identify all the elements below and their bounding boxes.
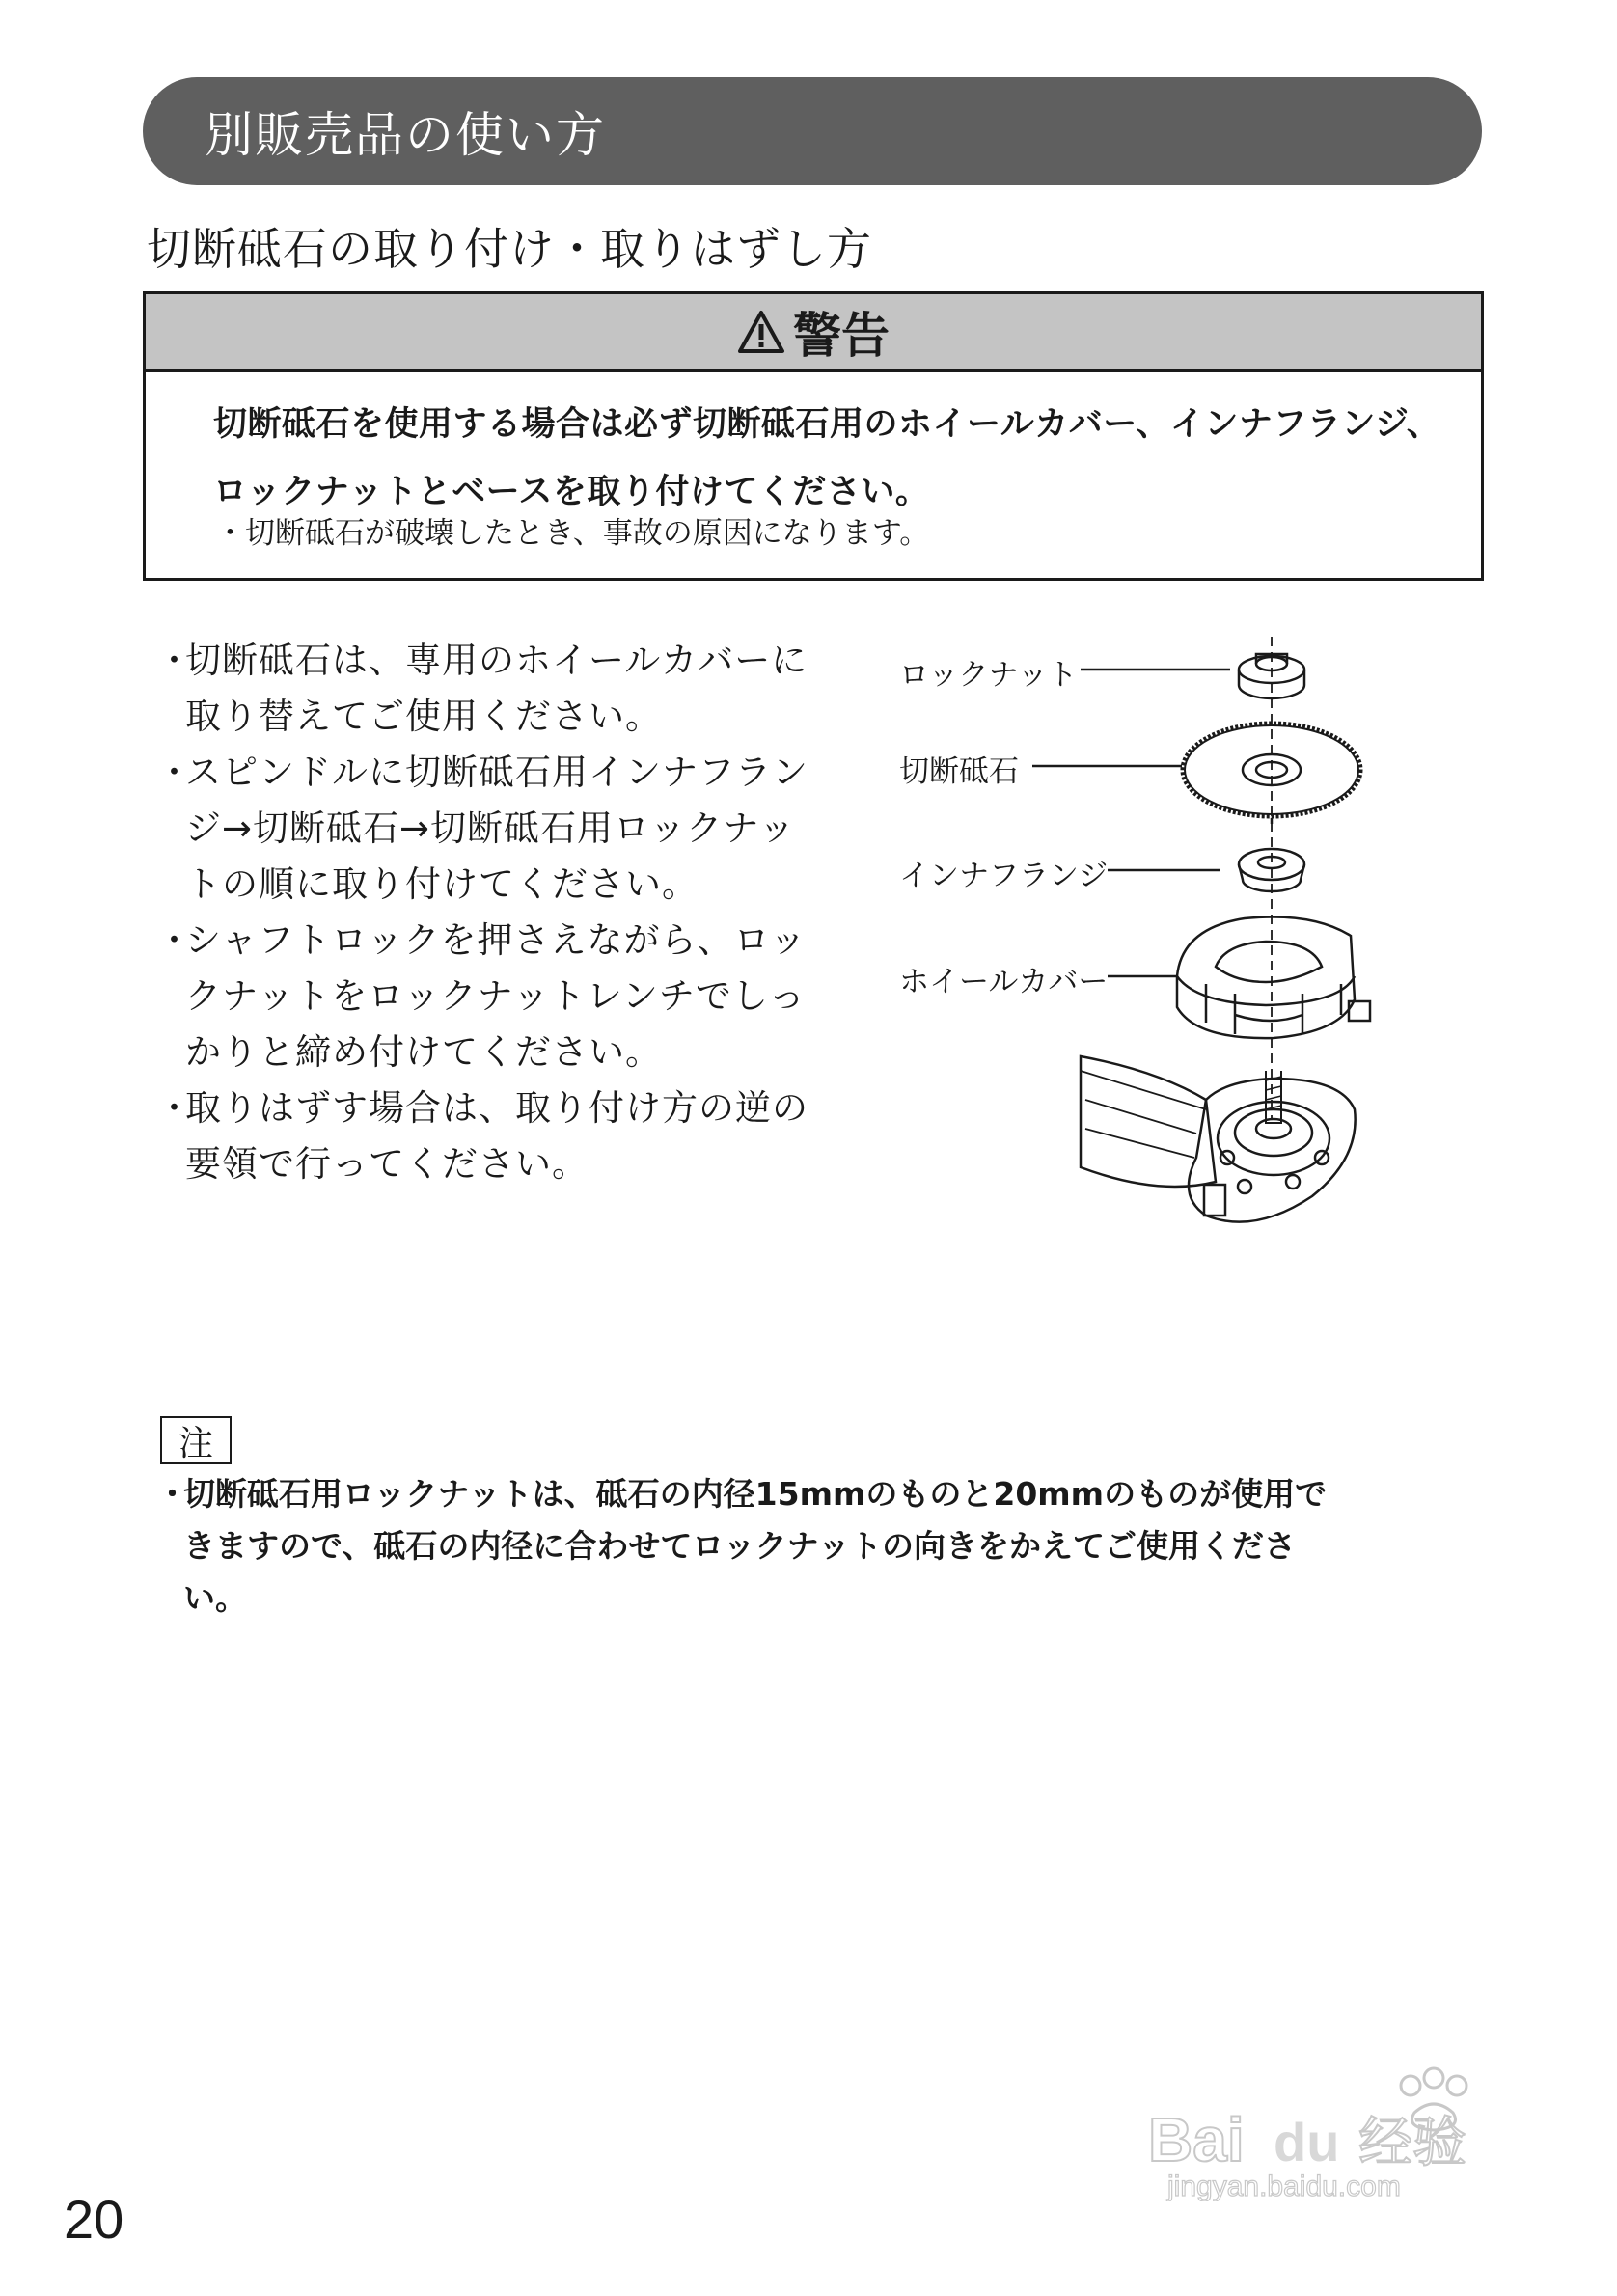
label-cutting-wheel: 切断砥石: [899, 747, 1019, 790]
warning-line-1: 切断砥石を使用する場合は必ず切断砥石用のホイールカバー、インナフランジ、: [213, 405, 1441, 444]
step-text: スピンドルに切断砥石用インナフランジ→切断砥石→切断砥石用ロックナットの順に取り付けてください。: [185, 752, 808, 905]
note-body: 切断砥石用ロックナットは、砥石の内径15mmのものと20mmのものが使用できますので、砥石の内径に合わせてロックナットの向きをかえてご使用ください。: [183, 1475, 1328, 1617]
section-title: 別販売品の使い方: [205, 107, 606, 163]
assembly-illustration: [888, 617, 1389, 1273]
assembly-diagram: [888, 617, 1389, 1273]
warning-title: 警告: [793, 308, 890, 364]
list-item: [156, 745, 822, 913]
warning-triangle-icon: [737, 310, 785, 354]
note-badge: 注: [160, 1416, 232, 1464]
steps-list: [156, 633, 822, 1192]
warning-box: [143, 291, 1484, 581]
list-item: [156, 1080, 822, 1192]
bullet: ・: [156, 1087, 193, 1129]
bullet: ・: [156, 752, 193, 793]
step-text: 切断砥石は、専用のホイールカバーに取り替えてご使用ください。: [185, 640, 808, 737]
label-inner-flange: インナフランジ: [899, 851, 1108, 894]
warning-main-text: [213, 391, 1467, 526]
page-number: 20: [64, 2189, 124, 2250]
watermark-brand-cn: 经验: [1358, 2112, 1466, 2174]
warning-sub-text: ・切断砥石が破壊したとき、事故の原因になります。: [215, 516, 930, 551]
warning-line-2: ロックナットとベースを取り付けてください。: [213, 473, 930, 511]
step-text: 取りはずす場合は、取り付け方の逆の要領で行ってください。: [185, 1087, 808, 1185]
bullet: ・: [156, 1475, 188, 1513]
step-text: シャフトロックを押さえながら、ロックナットをロックナットレンチでしっかりと締め付けてください。: [185, 919, 807, 1073]
subheading: 切断砥石の取り付け・取りはずし方: [147, 223, 872, 275]
section-title-banner: [143, 77, 1482, 185]
list-item: [156, 633, 822, 745]
label-lock-nut: ロックナット: [899, 650, 1078, 694]
bullet: ・: [156, 640, 193, 681]
bullet: ・: [156, 919, 193, 961]
note-text: [156, 1468, 1353, 1625]
watermark-brand: Bai: [1148, 2105, 1245, 2174]
watermark-brand-suffix: du: [1274, 2112, 1340, 2173]
watermark-url: jingyan.baidu.com: [1167, 2171, 1401, 2201]
list-item: [156, 913, 822, 1080]
label-wheel-cover: ホイールカバー: [899, 957, 1108, 1000]
warning-header: [146, 294, 1481, 372]
baidu-watermark-logo: [1129, 2057, 1534, 2201]
